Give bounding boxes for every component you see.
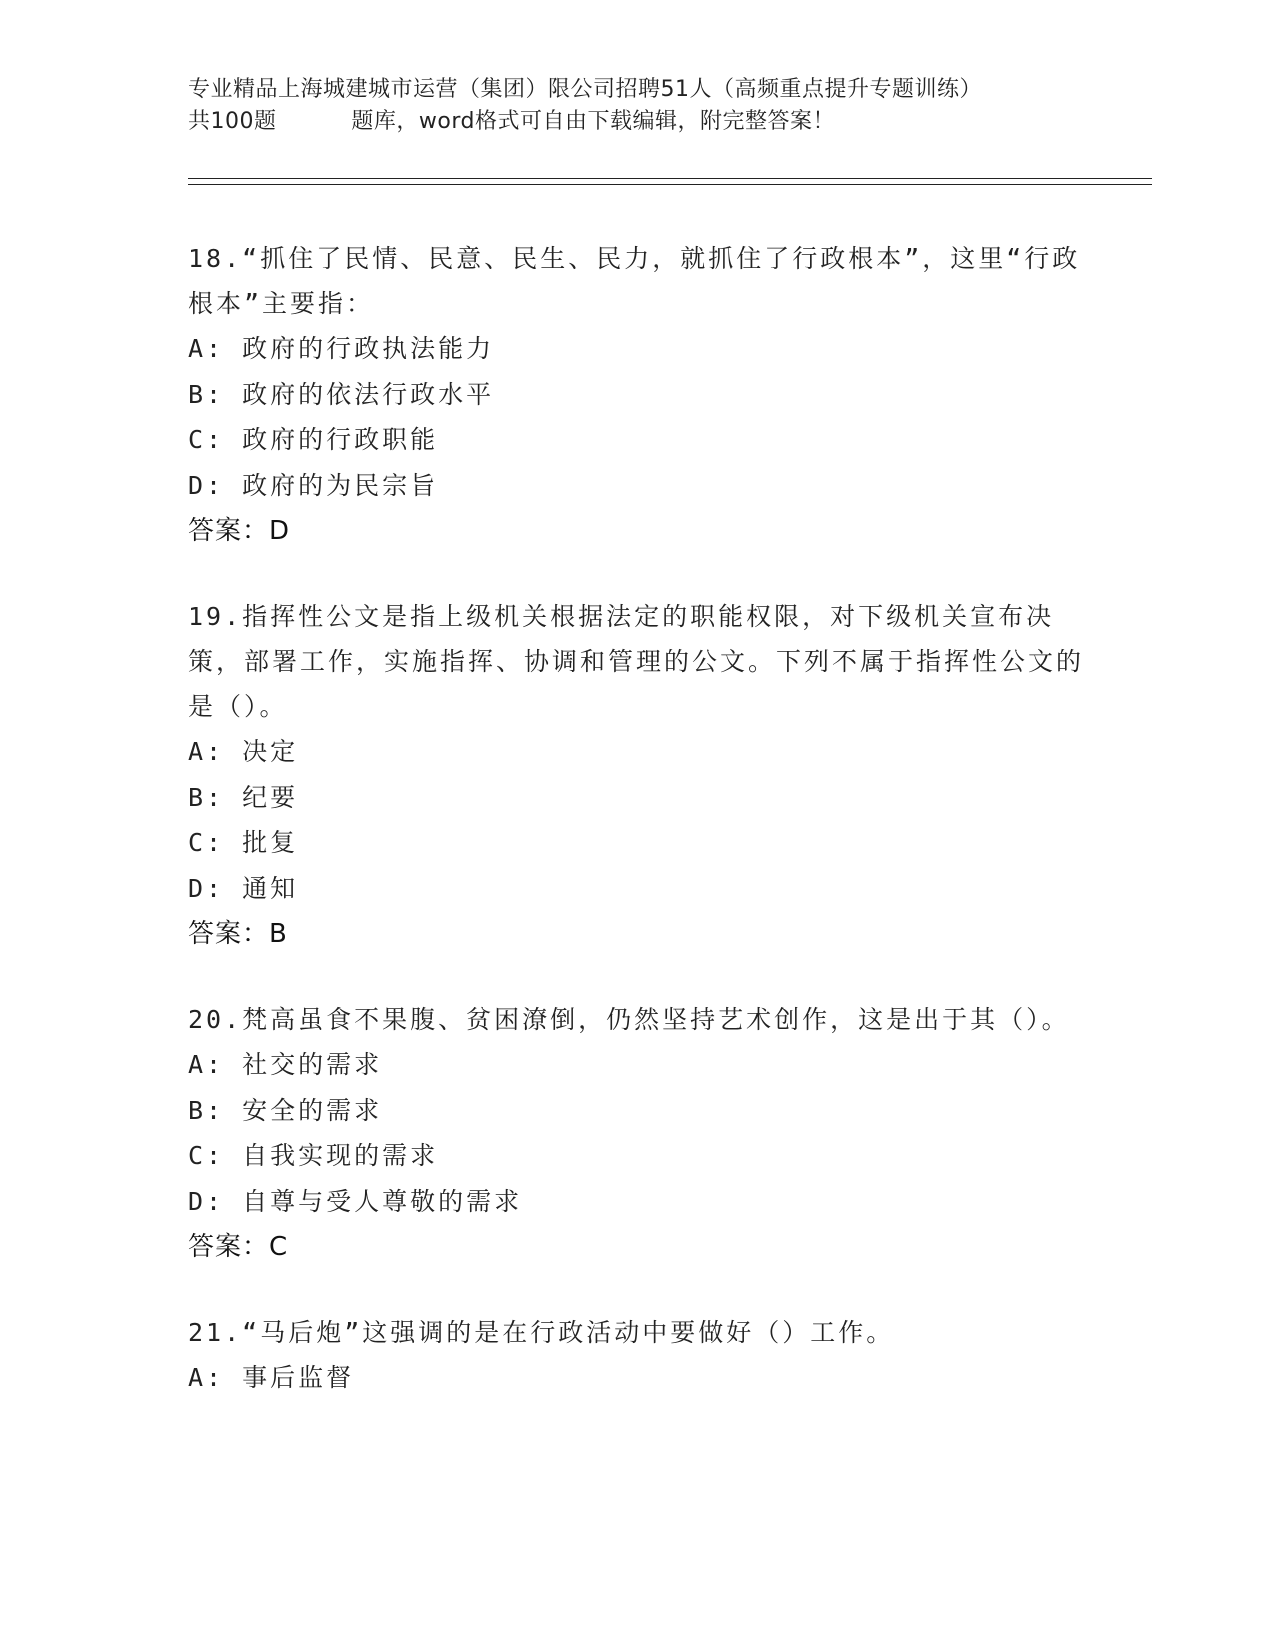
- option-c: C: 批复: [188, 828, 299, 857]
- question-stem: 19.指挥性公文是指上级机关根据法定的职能权限，对下级机关宣布决策，部署工作，实施指挥、协调和管理的公文。下列不属于指挥性公文的是（）。: [188, 602, 1085, 721]
- question-19: [188, 594, 1088, 957]
- document-header: [188, 74, 1088, 138]
- option-a: A: 政府的行政执法能力: [188, 334, 495, 363]
- question-stem: 18.“抓住了民情、民意、民生、民力，就抓住了行政根本”，这里“行政根本”主要指：: [188, 244, 1081, 318]
- option-a: A: 社交的需求: [188, 1050, 383, 1079]
- option-b: B: 安全的需求: [188, 1095, 383, 1125]
- option-b: B: 政府的依法行政水平: [188, 379, 495, 409]
- header-subtitle: 共100题 题库，word格式可自由下载编辑，附完整答案！: [188, 109, 836, 134]
- question-20: [188, 997, 1088, 1270]
- header-divider-bottom: [188, 184, 1152, 185]
- question-21: [188, 1310, 1088, 1401]
- question-list: [188, 236, 1088, 1441]
- answer-label: 答案：C: [188, 1232, 289, 1262]
- option-c: C: 政府的行政职能: [188, 425, 439, 454]
- answer-label: 答案：B: [188, 919, 288, 949]
- option-d: D: 自尊与受人尊敬的需求: [188, 1186, 523, 1216]
- answer-label: 答案：D: [188, 516, 291, 546]
- header-divider-top: [188, 178, 1152, 179]
- option-d: D: 通知: [188, 873, 299, 903]
- option-a: A: 事后监督: [188, 1363, 355, 1392]
- question-18: [188, 236, 1088, 554]
- option-b: B: 纪要: [188, 782, 299, 812]
- question-stem: 20.梵高虽食不果腹、贫困潦倒，仍然坚持艺术创作，这是出于其（）。: [188, 1005, 1070, 1034]
- option-d: D: 政府的为民宗旨: [188, 470, 439, 500]
- option-a: A: 决定: [188, 737, 299, 766]
- option-c: C: 自我实现的需求: [188, 1141, 439, 1170]
- question-stem: 21.“马后炮”这强调的是在行政活动中要做好（）工作。: [188, 1318, 895, 1347]
- header-title: 专业精品上海城建城市运营（集团）限公司招聘51人（高频重点提升专题训练）: [188, 77, 982, 102]
